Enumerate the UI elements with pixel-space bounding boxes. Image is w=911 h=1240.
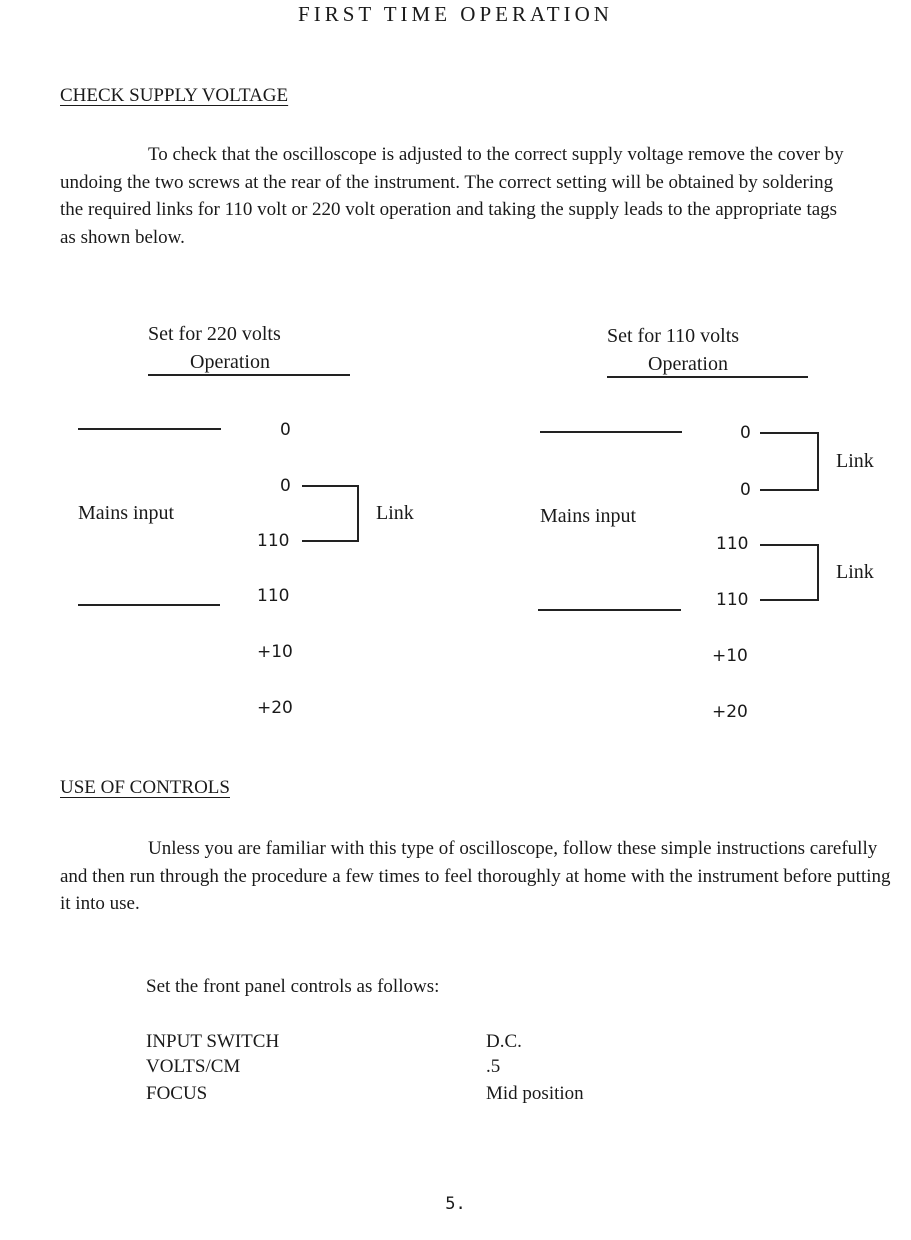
mains-input-110-label: Mains input [540,505,637,527]
diagram-110-title-underline [607,376,808,378]
link-110-bottom-bar [817,544,819,599]
page-title: FIRST TIME OPERATION [298,2,613,26]
control-name-volts-cm: VOLTS/CM [146,1056,241,1077]
use-of-controls-text: Unless you are familiar with this type of oscilloscope, follow these simple instructions carefully and then run through the procedure a few times to feel thoroughly at home with the instrument before putting it into use. [60,838,891,914]
tag-220-plus10: +10 [257,642,293,662]
tag-220-0b: 0 [280,476,291,496]
control-value-volts-cm: .5 [486,1056,501,1077]
mains-lead-top-220 [78,428,221,430]
supply-voltage-paragraph [60,141,850,251]
link-110-bottom-label: Link [836,561,874,583]
supply-voltage-text: To check that the oscilloscope is adjusted to the correct supply voltage remove the cover by undoing the two screws at the rear of the instrument. The correct setting will be obtained by soldering the required links for 110 volt or 220 volt operation and taking the supply leads to the appropriate tags as shown below. [60,144,844,248]
link-110-bottom-lower-tick [760,599,819,601]
control-value-focus: Mid position [486,1083,584,1104]
use-of-controls-paragraph [60,835,896,918]
control-value-input-switch: D.C. [486,1031,522,1052]
page-number: 5. [445,1194,466,1214]
diagram-110-title: Set for 110 volts [607,325,740,347]
diagram-220-title: Set for 220 volts [148,323,281,345]
tag-110-plus10: +10 [712,646,748,666]
control-name-focus: FOCUS [146,1083,208,1104]
link-110-top-lower-tick [760,489,819,491]
link-220-bottom-tick [302,540,359,542]
tag-110-0b: 0 [740,480,751,500]
tag-110-0a: 0 [740,423,751,443]
tag-220-110a: 110 [257,531,290,551]
tag-110-plus20: +20 [712,702,748,722]
link-220-bar [357,485,359,540]
tag-220-110b: 110 [257,586,290,606]
section-heading-use-of-controls: USE OF CONTROLS [60,777,230,798]
controls-intro: Set the front panel controls as follows: [146,976,440,997]
diagram-220-title-underline [148,374,350,376]
mains-lead-top-110 [540,431,682,433]
link-220-top-tick [302,485,358,487]
mains-lead-bottom-220 [78,604,220,606]
link-110-bottom-upper-tick [760,544,818,546]
link-220-label: Link [376,502,414,524]
tag-220-0a: 0 [280,420,291,440]
mains-input-220-label: Mains input [78,502,175,524]
tag-220-plus20: +20 [257,698,293,718]
diagram-110-subtitle: Operation [648,353,728,375]
diagram-220-subtitle: Operation [190,351,270,373]
control-name-input-switch: INPUT SWITCH [146,1031,280,1052]
link-110-top-label: Link [836,450,874,472]
link-110-top-bar [817,432,819,489]
link-110-top-upper-tick [760,432,818,434]
mains-lead-bottom-110 [538,609,681,611]
tag-110-110b: 110 [716,590,749,610]
section-heading-supply-voltage: CHECK SUPPLY VOLTAGE [60,85,289,106]
tag-110-110a: 110 [716,534,749,554]
